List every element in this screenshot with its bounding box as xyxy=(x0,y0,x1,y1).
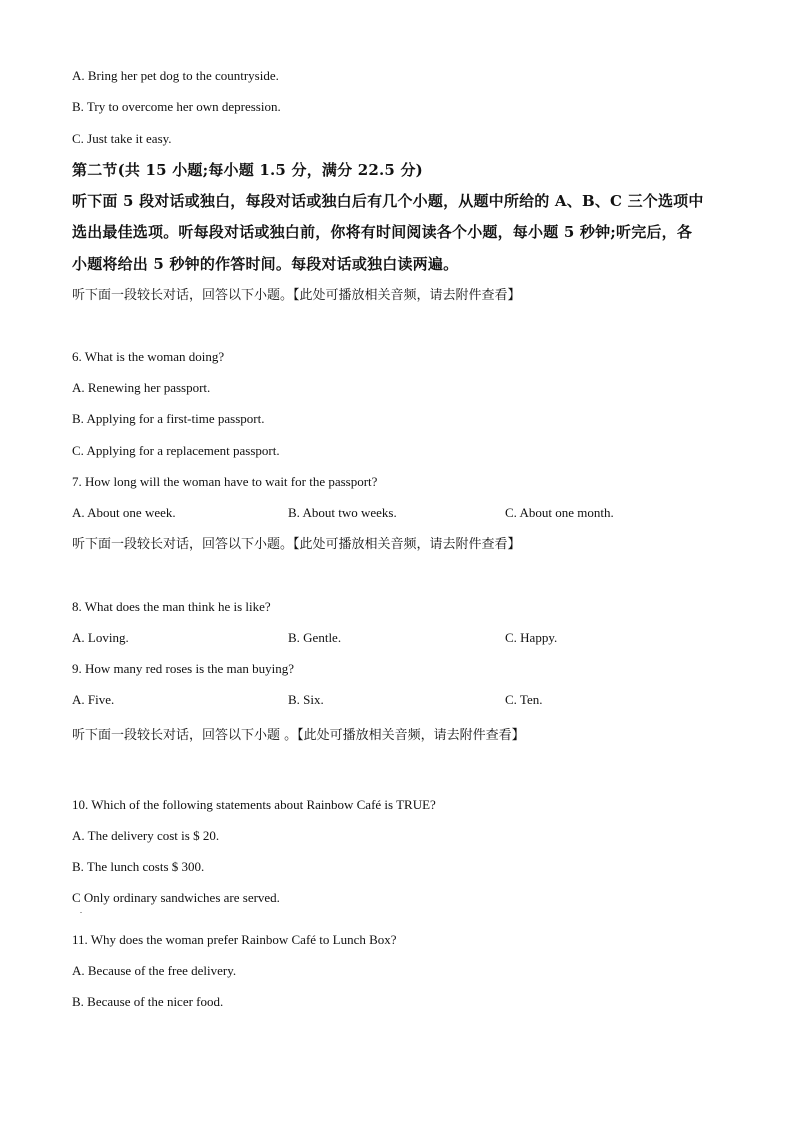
section2-instruction-line2: 选出最佳选项。听每段对话或独白前，你将有时间阅读各个小题，每小题 5 秒钟;听完后，各 xyxy=(72,223,693,241)
q6-option-a: A. Renewing her passport. xyxy=(72,380,211,395)
q10-stem: 10. Which of the following statements about Rainbow Café is TRUE? xyxy=(72,797,436,812)
audio-note-2: 听下面一段较长对话，回答以下小题。【此处可播放相关音频，请去附件查看】 xyxy=(72,537,521,552)
q8-option-b: B. Gentle. xyxy=(288,630,342,645)
q8-option-c: C. Happy. xyxy=(505,630,558,645)
q7-stem: 7. How long will the woman have to wait for the passport? xyxy=(72,474,378,489)
q11-stem: 11. Why does the woman prefer Rainbow Café to Lunch Box? xyxy=(72,932,397,947)
q7-option-b: B. About two weeks. xyxy=(288,505,397,520)
q9-option-c: C. Ten. xyxy=(505,692,543,707)
q7-option-a: A. About one week. xyxy=(72,505,176,520)
q11-option-a: A. Because of the free delivery. xyxy=(72,963,237,978)
q6-stem: 6. What is the woman doing? xyxy=(72,349,225,364)
audio-note-1: 听下面一段较长对话，回答以下小题。【此处可播放相关音频，请去附件查看】 xyxy=(72,288,521,303)
section2-instruction-line3: 小题将给出 5 秒钟的作答时间。每段对话或独白读两遍。 xyxy=(72,255,459,273)
q5-option-a: A. Bring her pet dog to the countryside. xyxy=(72,68,279,83)
q8-stem: 8. What does the man think he is like? xyxy=(72,599,271,614)
q6-option-c: C. Applying for a replacement passport. xyxy=(72,443,280,458)
q6-option-b: B. Applying for a first-time passport. xyxy=(72,411,265,426)
q7-option-c: C. About one month. xyxy=(505,505,614,520)
q5-option-b: B. Try to overcome her own depression. xyxy=(72,99,281,114)
q10-option-c: C Only ordinary sandwiches are served. xyxy=(72,890,280,905)
q8-option-a: A. Loving. xyxy=(72,630,129,645)
q9-option-a: A. Five. xyxy=(72,692,115,707)
q10-option-b: B. The lunch costs $ 300. xyxy=(72,859,205,874)
stray-period-mark: . xyxy=(80,906,82,915)
q5-option-c: C. Just take it easy. xyxy=(72,131,172,146)
section2-title: 第二节(共 15 小题;每小题 1.5 分，满分 22.5 分) xyxy=(72,161,423,179)
section2-instruction-line1: 听下面 5 段对话或独白，每段对话或独白后有几个小题，从题中所给的 A、B、C 三个选项中 xyxy=(72,192,704,210)
q9-stem: 9. How many red roses is the man buying? xyxy=(72,661,295,676)
q9-option-b: B. Six. xyxy=(288,692,324,707)
audio-note-3: 听下面一段较长对话，回答以下小题 。【此处可播放相关音频，请去附件查看】 xyxy=(72,728,525,743)
q10-option-a: A. The delivery cost is $ 20. xyxy=(72,828,220,843)
q11-option-b: B. Because of the nicer food. xyxy=(72,994,224,1009)
